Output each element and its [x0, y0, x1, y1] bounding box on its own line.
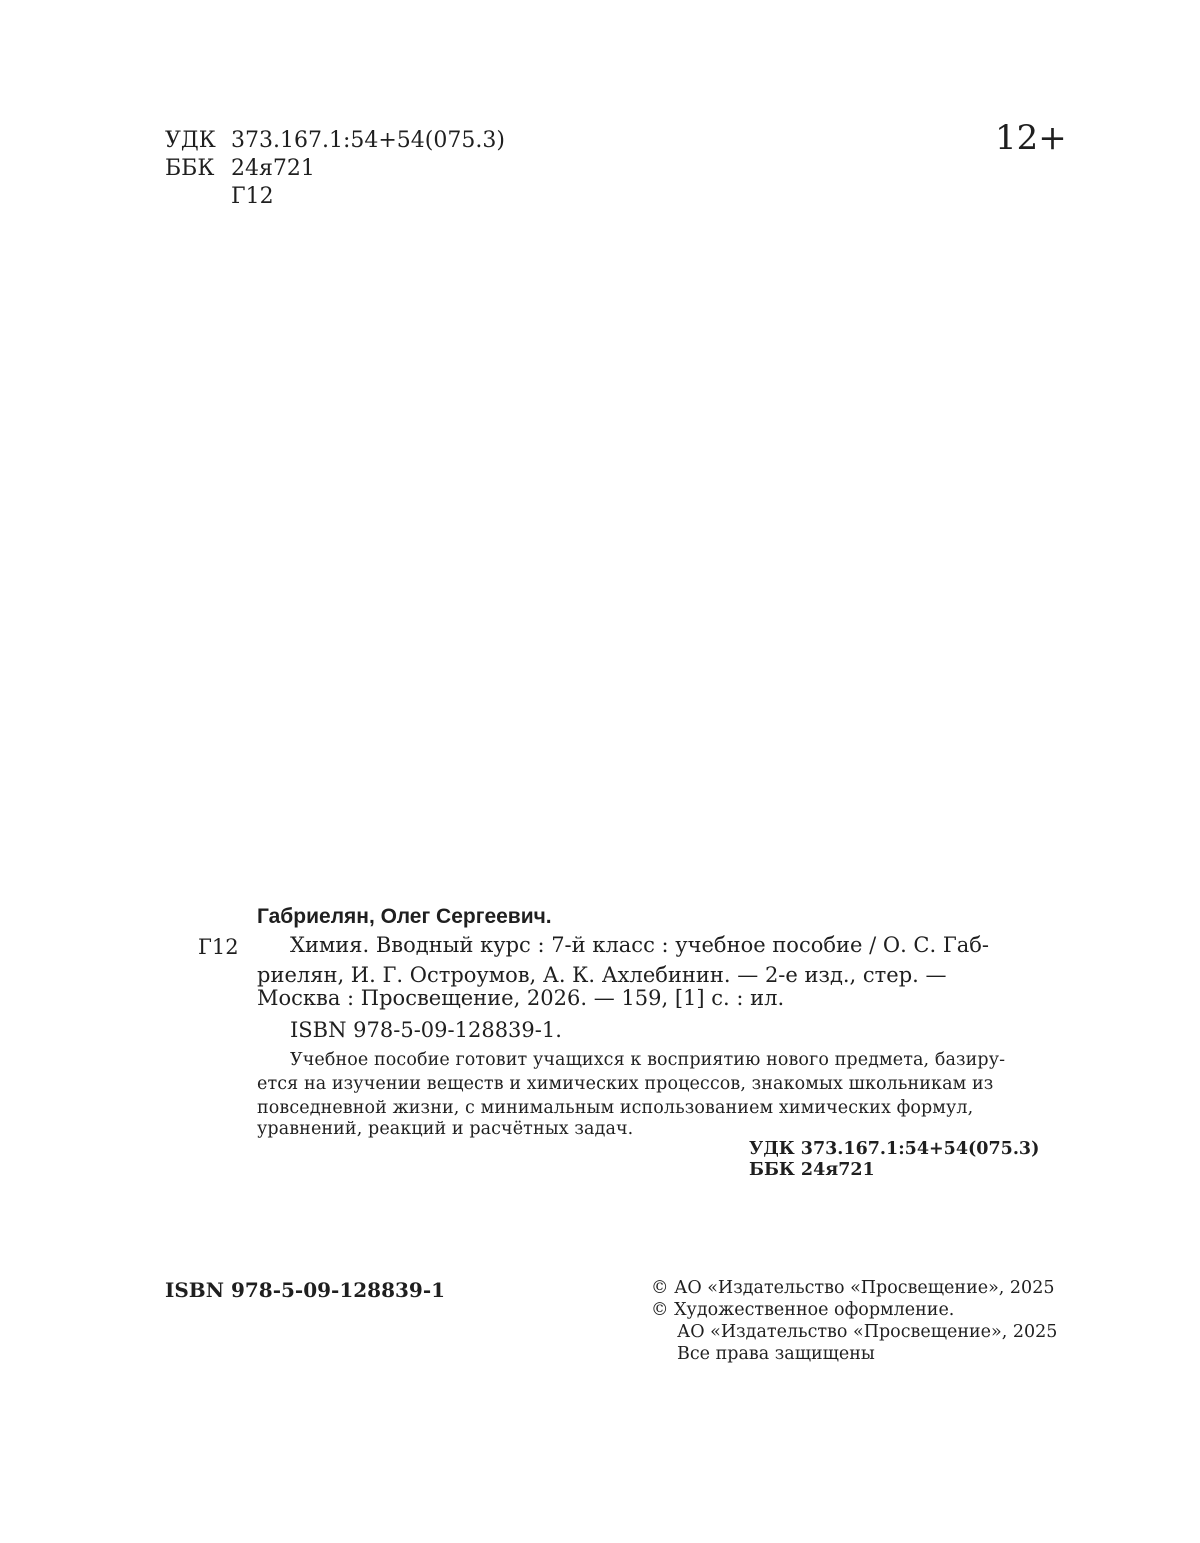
card-description-line-1: Химия. Вводный курс : 7-й класс : учебное пособие / О. С. Габ-: [290, 933, 989, 957]
card-bbk: ББК 24я721: [749, 1160, 875, 1180]
author-sign: Г12: [231, 184, 274, 209]
bbk-line: [165, 155, 315, 183]
copyright-line-3: АО «Издательство «Просвещение», 2025: [677, 1322, 1058, 1342]
card-isbn: ISBN 978-5-09-128839-1.: [290, 1018, 562, 1042]
footer-isbn: ISBN 978-5-09-128839-1: [165, 1278, 446, 1302]
copyright-line-2: © Художественное оформление.: [651, 1300, 955, 1320]
annotation-line-3: повседневной жизни, с минимальным использованием химических формул,: [257, 1098, 974, 1118]
card-description-line-3: Москва : Просвещение, 2026. — 159, [1] с. : ил.: [257, 986, 785, 1010]
bbk-value: 24я721: [231, 156, 315, 181]
udk-label: УДК: [165, 128, 216, 153]
annotation-line-2: ется на изучении веществ и химических процессов, знакомых школьникам из: [257, 1074, 994, 1094]
annotation-line-4: уравнений, реакций и расчётных задач.: [257, 1119, 634, 1139]
udk-value: 373.167.1:54+54(075.3): [231, 128, 505, 153]
copyright-line-1: © АО «Издательство «Просвещение», 2025: [651, 1278, 1055, 1298]
bbk-label: ББК: [165, 156, 215, 181]
age-rating: 12+: [995, 118, 1067, 158]
card-udk: УДК 373.167.1:54+54(075.3): [749, 1139, 1040, 1159]
card-cipher: Г12: [198, 935, 239, 959]
udk-line: [165, 127, 505, 155]
card-description-line-2: риелян, И. Г. Остроумов, А. К. Ахлебинин. — 2-е изд., стер. —: [257, 963, 947, 987]
copyright-line-4: Все права защищены: [677, 1344, 875, 1364]
annotation-line-1: Учебное пособие готовит учащихся к восприятию нового предмета, базиру-: [290, 1050, 1006, 1070]
card-author-heading: Габриелян, Олег Сергеевич.: [257, 905, 552, 928]
